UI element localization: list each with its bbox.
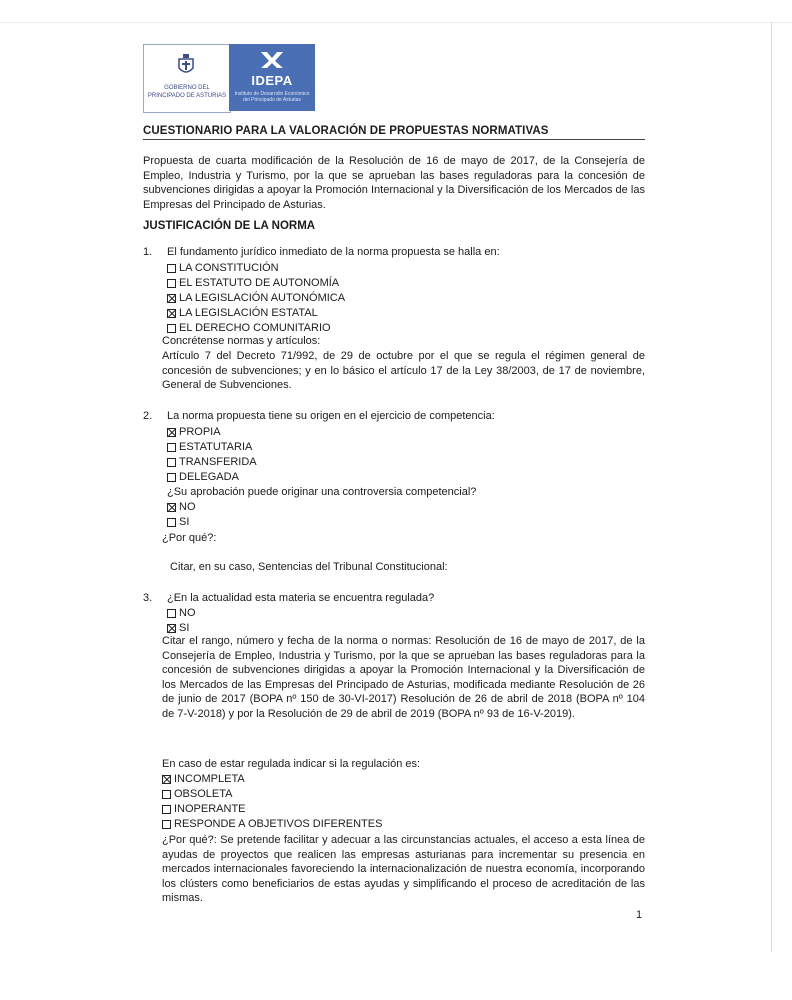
q1-concrete-label: Concrétense normas y artículos: [162,335,321,347]
section-heading: JUSTIFICACIÓN DE LA NORMA [143,220,316,232]
q3-regulation-question: En caso de estar regulada indicar si la regulación es: [162,758,421,770]
intro-paragraph: Propuesta de cuarta modificación de la Resolución de 16 de mayo de 2017, de la Consejería de Empleo, Industria y Turismo, por la que se aprueban las bases reguladoras para la concesión de subvenciones dirigidas a apoyar la Promoción Internacional y la Diversificación de los Mercados de las Empresas del Principado de Asturias. [143,155,645,211]
checkbox[interactable] [167,324,176,333]
q2-number: 2. [143,410,153,422]
q2-controversy-option: NO [167,500,196,515]
q1-number: 1. [143,246,153,258]
q1-option: EL DERECHO COMUNITARIO [167,321,345,336]
q1-concrete-text: Artículo 7 del Decreto 71/992, de 29 de octubre por el que se regula el régimen general de concesión de subvenciones; y en lo básico el artículo 17 de la Ley 38/2003, de 17 de noviembre, General de Subvenciones. [162,350,645,391]
checkbox[interactable] [167,609,176,618]
checkbox[interactable] [162,805,171,814]
q3-cite-text: Citar el rango, número y fecha de la norma o normas: Resolución de 16 de mayo de 2017, de la Consejería de Empleo, Industria y Turismo, por la que se aprueban las bases reguladoras para la concesión de subvenciones dirigidas a apoyar la Promoción Internacional y la Diversificación de los Mercados de las Empresas del Principado de Asturias, modificada mediante Resolución de 26 de junio de 2017 (BOPA nº 150 de 30-VI-2017) Resolución de 26 de abril de 2018 (BOPA nº 104 de 7-V-2018) y por la Resolución de 29 de abril de 2019 (BOPA nº 93 de 16-V-2019). [162,635,645,720]
document-title: CUESTIONARIO PARA LA VALORACIÓN DE PROPUESTAS NORMATIVAS [143,125,549,137]
page-right-edge [771,22,772,952]
page-number: 1 [636,909,643,921]
title-underline [143,139,645,140]
checkbox[interactable] [167,518,176,527]
q2-option: PROPIA [167,425,257,440]
q3-option: SI [167,621,196,636]
q3-regulation-option: INOPERANTE [162,802,382,817]
q2-controversy-options [167,500,196,530]
q2-controversy-option: SI [167,515,196,530]
q2-option: DELEGADA [167,470,257,485]
q3-regulation-option: RESPONDE A OBJETIVOS DIFERENTES [162,817,382,832]
q2-text: La norma propuesta tiene su origen en el ejercicio de competencia: [167,410,495,422]
q3-regulation-option: INCOMPLETA [162,772,382,787]
checkbox-checked[interactable] [167,309,176,318]
q1-option: EL ESTATUTO DE AUTONOMÍA [167,276,345,291]
checkbox[interactable] [162,790,171,799]
q3-text: ¿En la actualidad esta materia se encuentra regulada? [167,592,435,604]
q2-options [167,425,257,485]
checkbox-checked[interactable] [167,294,176,303]
checkbox[interactable] [167,264,176,273]
checkbox[interactable] [167,443,176,452]
q3-regulation-options [162,772,382,832]
logo-left-line2: PRINCIPADO DE ASTURIAS [147,93,227,99]
logo-left-line1: GOBIERNO DEL [164,85,210,91]
q1-option: LA LEGISLACIÓN ESTATAL [167,306,345,321]
q3-option: NO [167,606,196,621]
q3-number: 3. [143,592,153,604]
checkbox[interactable] [162,820,171,829]
idepa-mark-icon [259,50,285,70]
page-top-edge [0,22,792,23]
checkbox[interactable] [167,458,176,467]
q1-option: LA LEGISLACIÓN AUTONÓMICA [167,291,345,306]
coat-of-arms-icon [177,54,195,76]
q1-option: LA CONSTITUCIÓN [167,261,345,276]
q1-text: El fundamento jurídico inmediato de la norma propuesta se halla en: [167,246,500,258]
q2-option: TRANSFERIDA [167,455,257,470]
checkbox[interactable] [167,279,176,288]
q2-option: ESTATUTARIA [167,440,257,455]
checkbox-checked[interactable] [167,503,176,512]
q1-options [167,261,345,336]
q3-options [167,606,196,636]
q3-why-text: ¿Por qué?: Se pretende facilitar y adecuar a las circunstancias actuales, el acceso a esta línea de ayudas de proyectos que realicen las empresas asturianas para incrementar su presencia en mercados internacionales favoreciendo la internacionalización de nuestra economía, incorporando los clústers como beneficiarios de estas ayudas y simplificando el proceso de acreditación de las mismas. [162,834,645,904]
gobierno-asturias-logo [143,44,231,113]
q2-why: ¿Por qué?: [162,532,217,544]
checkbox-checked[interactable] [167,428,176,437]
idepa-brand: IDEPA [251,73,293,88]
checkbox-checked[interactable] [162,775,171,784]
q3-regulation-option: OBSOLETA [162,787,382,802]
checkbox-checked[interactable] [167,624,176,633]
checkbox[interactable] [167,473,176,482]
idepa-subtitle: Instituto de Desarrollo Económico del Principado de Asturias [234,91,310,103]
q2-controversy-question: ¿Su aprobación puede originar una controversia competencial? [167,486,477,498]
idepa-logo [229,44,315,111]
q2-cite: Citar, en su caso, Sentencias del Tribunal Constitucional: [170,561,448,573]
